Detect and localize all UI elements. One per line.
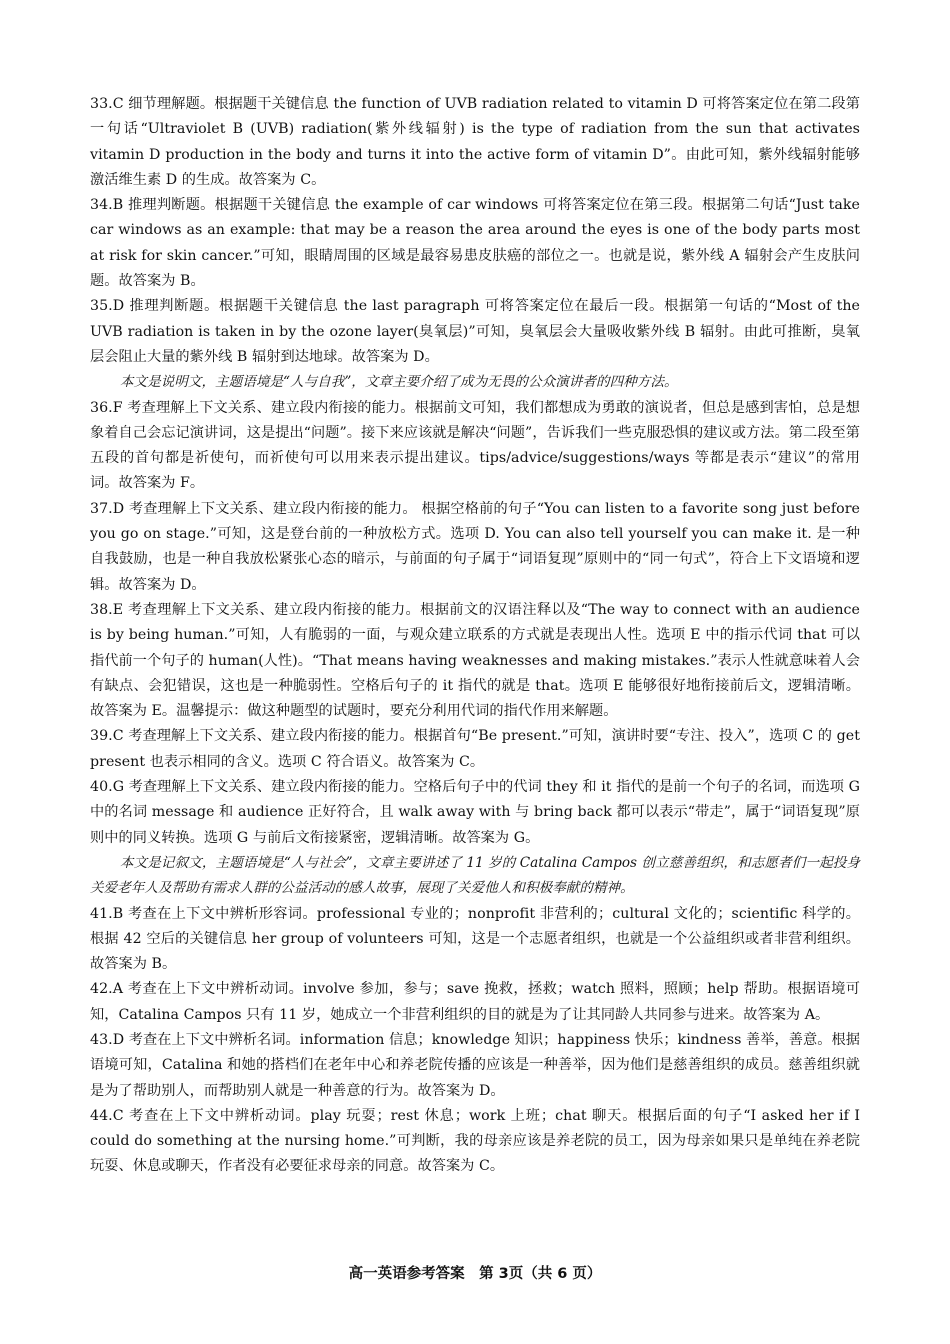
answer-34: 34.B 推理判断题。根据题干关键信息 the example of car windows 可将答案定位在第三段。根据第二句话“Just take car windows as an example: that may be a reason the area around the eyes is one of the body parts most at risk for skin cancer.”可知，眼睛周围的区域是最容易患皮肤癌的部位之一。也就是说，紫外线 A 辐射会产生皮肤问题。故答案为 B。: [90, 197, 860, 290]
answer-33: 33.C 细节理解题。根据题干关键信息 the function of UVB radiation related to vitamin D 可将答案定位在第二段第一句话“Ultraviolet B (UVB) radiation(紫外线辐射) is the type of radiation from the sun that activates vitamin D production in the body and turns it into the active form of vitamin D”。由此可知，紫外线辐射能够激活维生素 D 的生成。故答案为 C。: [90, 96, 860, 188]
answer-35: 35.D 推理判断题。根据题干关键信息 the last paragraph 可将答案定位在最后一段。根据第一句话的“Most of the UVB radiation is taken in by the ozone layer(臭氧层)”可知，臭氧层会大量吸收紫外线 B 辐射。由此可推断，臭氧层会阻止大量的紫外线 B 辐射到达地球。故答案为 D。: [90, 298, 860, 365]
answer-key-content: [90, 92, 860, 1180]
answer-43: 43.D 考查在上下文中辨析名词。information 信息；knowledge 知识；happiness 快乐；kindness 善举，善意。根据语境可知，Catalina 和她的搭档们在老年中心和养老院传播的应该是一种善举，因为他们是慈善组织的成员。慈善组织就是为了帮助别人，而帮助别人就是一种善意的行为。故答案为 D。: [90, 1031, 860, 1099]
answer-36: 36.F 考查理解上下文关系、建立段内衔接的能力。根据前文可知，我们都想成为勇敢的演说者，但总是感到害怕，总是想象着自己会忘记演讲词，这是提出“问题”。接下来应该就是解决“问题”，告诉我们一些克服恐惧的建议或方法。第二段至第五段的首句都是祈使句，而祈使句可以用来表示提出建议。tips/advice/suggestions/ways 等都是表示“建议”的常用词。故答案为 F。: [90, 399, 860, 492]
page-footer: 高一英语参考答案 第 3页（共 6 页）: [348, 1266, 602, 1282]
answer-40: 40.G 考查理解上下文关系、建立段内衔接的能力。空格后句子中的代词 they 和 it 指代的是前一个句子的名词，而选项 G 中的名词 message 和 audience 正好符合，且 walk away with 与 bring back 都可以表示“带走”，属于“词语复现”原则中的同义转换。选项 G 与前后文衔接紧密，逻辑清晰。故答案为 G。: [90, 779, 860, 846]
passage-intro-speaking: 本文是说明文，主题语境是“人与自我”，文章主要介绍了成为无畏的公众演讲者的四种方法。: [119, 374, 678, 391]
answer-44: 44.C 考查在上下文中辨析动词。play 玩耍；rest 休息；work 上班；chat 聊天。根据后面的句子“I asked her if I could do something at the nursing home.”可判断，我的母亲应该是养老院的员工，因为母亲如果只是单纯在养老院玩耍、休息或聊天，作者没有必要征求母亲的同意。故答案为 C。: [90, 1107, 860, 1175]
answer-37: 37.D 考查理解上下文关系、建立段内衔接的能力。 根据空格前的句子“You can listen to a favorite song just before you go on stage.”可知，这是登台前的一种放松方式。选项 D. You can also tell yourself you can make it. 是一种自我鼓励，也是一种自我放松紧张心态的暗示，与前面的句子属于“词语复现”原则中的“同一句式”，符合上下文语境和逻辑。故答案为 D。: [90, 500, 860, 593]
passage-intro-charity: 本文是记叙文，主题语境是“人与社会”，文章主要讲述了 11 岁的 Catalina Campos 创立慈善组织，和志愿者们一起投身关爱老年人及帮助有需求人群的公益活动的感人故事，展现了关爱他人和积极奉献的精神。: [90, 854, 860, 897]
answer-38: 38.E 考查理解上下文关系、建立段内衔接的能力。根据前文的汉语注释以及“The way to connect with an audience is by being human.”可知，人有脆弱的一面，与观众建立联系的方式就是表现出人性。选项 E 中的指示代词 that 可以指代前一个句子的 human(人性)。“That means having weaknesses and making mistakes.”表示人性就意味着人会有缺点、会犯错误，这也是一种脆弱性。空格后句子的 it 指代的就是 that。选项 E 能够很好地衔接前后文，逻辑清晰。故答案为 E。温馨提示：做这种题型的试题时，要充分利用代词的指代作用来解题。: [90, 601, 860, 720]
answer-39: 39.C 考查理解上下文关系、建立段内衔接的能力。根据首句“Be present.”可知，演讲时要“专注、投入”，选项 C 的 get present 也表示相同的含义。选项 C 符合语义。故答案为 C。: [90, 728, 860, 770]
answer-41: 41.B 考查在上下文中辨析形容词。professional 专业的；nonprofit 非营利的；cultural 文化的；scientific 科学的。根据 42 空后的关键信息 her group of volunteers 可知，这是一个志愿者组织，也就是一个公益组织或者非营利组织。故答案为 B。: [90, 905, 860, 973]
answer-42: 42.A 考查在上下文中辨析动词。involve 参加，参与；save 挽救，拯救；watch 照料，照顾；help 帮助。根据语境可知，Catalina Campos 只有 11 岁，她成立一个非营利组织的目的就是为了让其同龄人共同参与进来。故答案为 A。: [90, 981, 860, 1023]
